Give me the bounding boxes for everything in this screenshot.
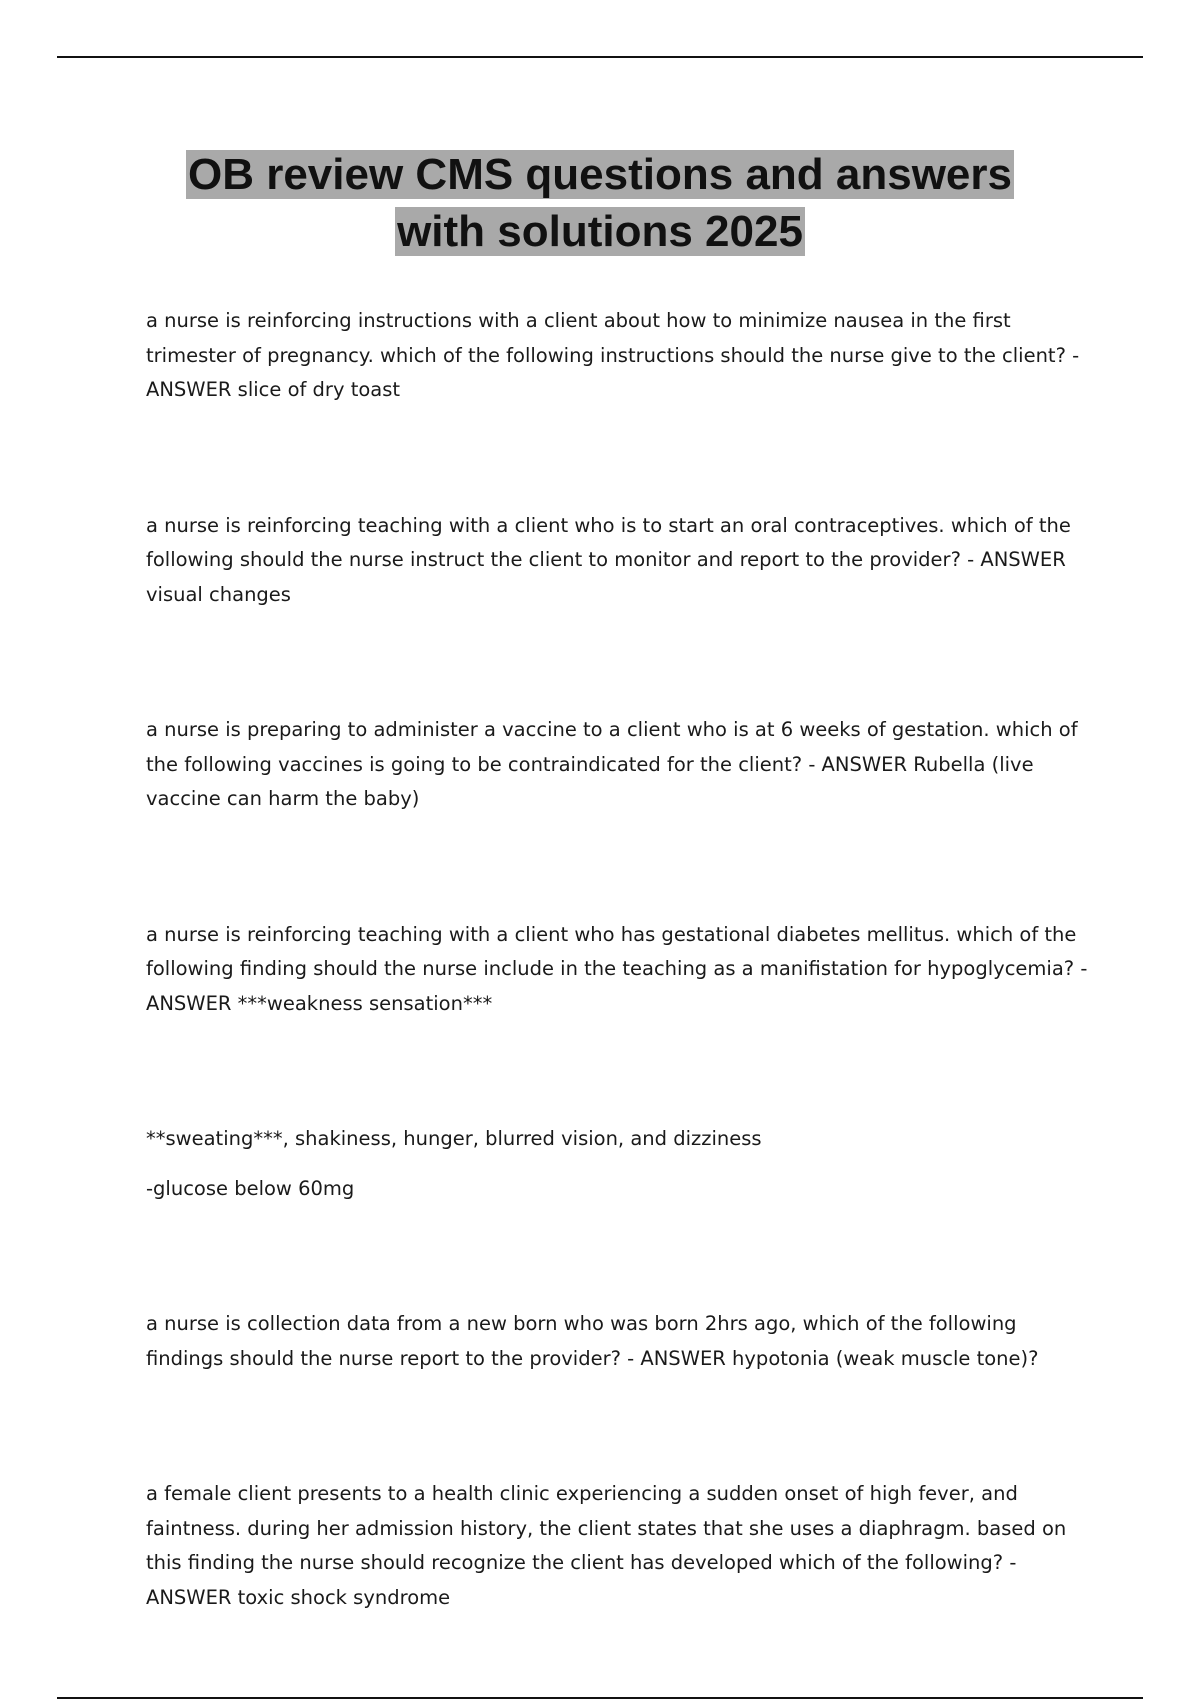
qa-item-7: a nurse is collection data from a new born who was born 2hrs ago, which of the following findings should the nurse report to the provider? - ANSWER hypotonia (weak muscle tone)? <box>146 1312 1039 1370</box>
title-line-1: OB review CMS questions and answers <box>187 150 1012 199</box>
qa-item-8: a female client presents to a health clinic experiencing a sudden onset of high fever, and faintness. during her admission history, the client states that she uses a diaphragm. based on this finding the nurse should recognize the client has developed which of the following? - ANSWER toxic shock syndrome <box>146 1482 1067 1609</box>
title-line-2: with solutions 2025 <box>397 207 803 256</box>
document-body <box>146 304 1096 1615</box>
qa-item-6: -glucose below 60mg <box>146 1176 355 1200</box>
qa-item-3: a nurse is preparing to administer a vaccine to a client who is at 6 weeks of gestation. which of the following vaccines is going to be contraindicated for the client? - ANSWER Rubella (live vaccine can harm the baby) <box>146 718 1078 810</box>
top-rule <box>57 56 1143 58</box>
qa-item-5: **sweating***, shakiness, hunger, blurred vision, and dizziness <box>146 1127 762 1150</box>
document-title <box>0 146 1200 260</box>
bottom-rule <box>57 1697 1143 1699</box>
qa-item-1: a nurse is reinforcing instructions with a client about how to minimize nausea in the first trimester of pregnancy. which of the following instructions should the nurse give to the client? - ANSWER slice of dry toast <box>146 309 1080 401</box>
qa-item-4: a nurse is reinforcing teaching with a client who has gestational diabetes mellitus. which of the following finding should the nurse include in the teaching as a manifistation for hypoglycemia? - ANSWER ***weakness sensation*** <box>146 922 1088 1015</box>
qa-item-2: a nurse is reinforcing teaching with a client who is to start an oral contraceptives. which of the following should the nurse instruct the client to monitor and report to the provider? - ANSWER visual changes <box>146 513 1071 606</box>
